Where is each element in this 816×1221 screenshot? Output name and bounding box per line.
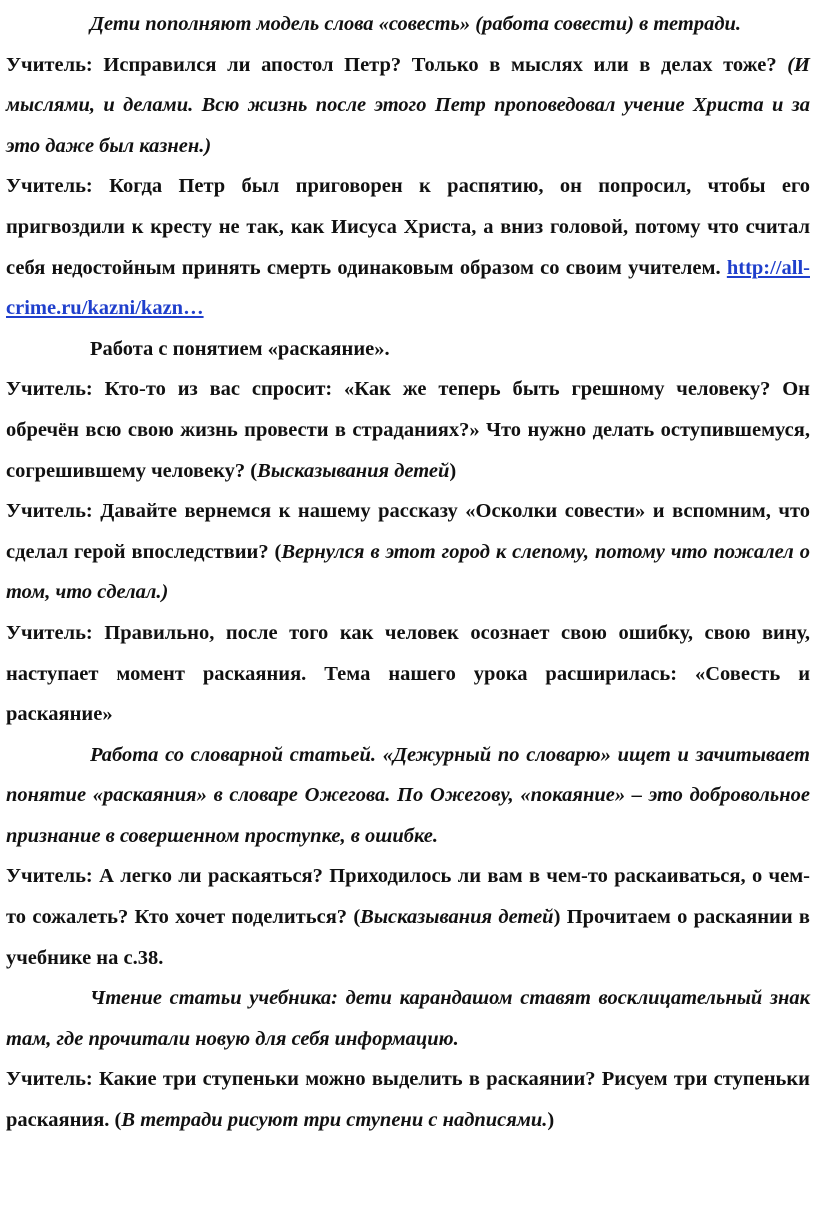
teacher-question: Исправился ли апостол Петр? Только в мыслях или в делах тоже? — [92, 53, 788, 76]
paragraph-crucifixion — [6, 166, 810, 328]
paragraph-three-steps — [6, 1059, 810, 1140]
italic-text: Чтение статьи учебника: дети карандашом ставят восклицательный знак там, где прочитали новую для себя информацию. — [6, 987, 810, 1050]
teacher-label: Учитель: — [6, 1068, 93, 1091]
closing-paren: ) — [547, 1109, 555, 1132]
paragraph-lesson-topic — [6, 613, 810, 735]
children-statements: Высказывания детей — [257, 459, 450, 482]
teacher-label: Учитель: — [6, 53, 93, 76]
paragraph-dictionary-work — [6, 735, 810, 857]
paragraph-notebook-model — [6, 4, 810, 45]
teacher-question: Давайте вернемся к нашему рассказу «Осколки совести» и вспомним, что сделал герой впоследствии? ( — [6, 500, 810, 563]
section-heading-repentance: Работа с понятием «раскаяние». — [90, 337, 390, 360]
teacher-label: Учитель: — [6, 865, 93, 888]
teacher-question: А легко ли раскаяться? Приходилось ли вам в чем-то раскаиваться, о чем-то сожалеть? Кто хочет поделиться? ( — [6, 865, 810, 929]
notebook-task: В тетради рисуют три ступени с надписями. — [121, 1109, 548, 1132]
teacher-statement: Правильно, после того как человек осознает свою ошибку, свою вину, наступает момент раскаяния. Тема нашего урока расширилась: «Совесть и раскаяние» — [6, 621, 810, 726]
closing-paren: ) — [449, 459, 457, 482]
paragraph-story-fragments — [6, 491, 810, 613]
teacher-question: Кто-то из вас спросит: «Как же теперь быть грешному человеку? Он обречён всю свою жизнь провести в страданиях?» Что нужно делать оступившемуся, согрешившему человеку? ( — [6, 378, 810, 482]
source-link[interactable]: http://all-crime.ru/kazni/kazn… — [6, 256, 810, 320]
teacher-story: Когда Петр был приговорен к распятию, он попросил, чтобы его пригвоздили к кресту не так, как Иисуса Христа, а вниз головой, потому что считал себя недостойным принять смерть одинаковым образом со своим учителем. — [6, 175, 810, 279]
children-answer: (И мыслями, и делами. Всю жизнь после этого Петр проповедовал учение Христа и за это даже был казнен.) — [6, 53, 810, 157]
children-answer: Вернулся в этот город к слепому, потому что пожалел о том, что сделал.) — [6, 540, 810, 604]
paragraph-sinful-person — [6, 369, 810, 491]
teacher-label: Учитель: — [6, 621, 93, 644]
teacher-label: Учитель: — [6, 500, 93, 523]
paragraph-textbook-reading — [6, 978, 810, 1059]
teacher-label: Учитель: — [6, 175, 93, 198]
paragraph-easy-to-repent — [6, 856, 810, 978]
teacher-label: Учитель: — [6, 378, 93, 401]
teacher-question: Какие три ступеньки можно выделить в раскаянии? Рисуем три ступеньки раскаяния. ( — [6, 1068, 810, 1132]
italic-text: Дети пополняют модель слова «совесть» (работа совести) в тетради. — [90, 13, 742, 35]
italic-text: Работа со словарной статьей. «Дежурный по словарю» ищет и зачитывает понятие «раскаяния» в словаре Ожегова. По Ожегову, «покаяние» – это добровольное признание в совершенном проступке, в ошибке. — [6, 743, 810, 847]
children-statements: Высказывания детей — [360, 906, 554, 929]
paragraph-apostle-peter — [6, 45, 810, 167]
textbook-reference: ) Прочитаем о раскаянии в учебнике на с.38. — [6, 906, 811, 969]
